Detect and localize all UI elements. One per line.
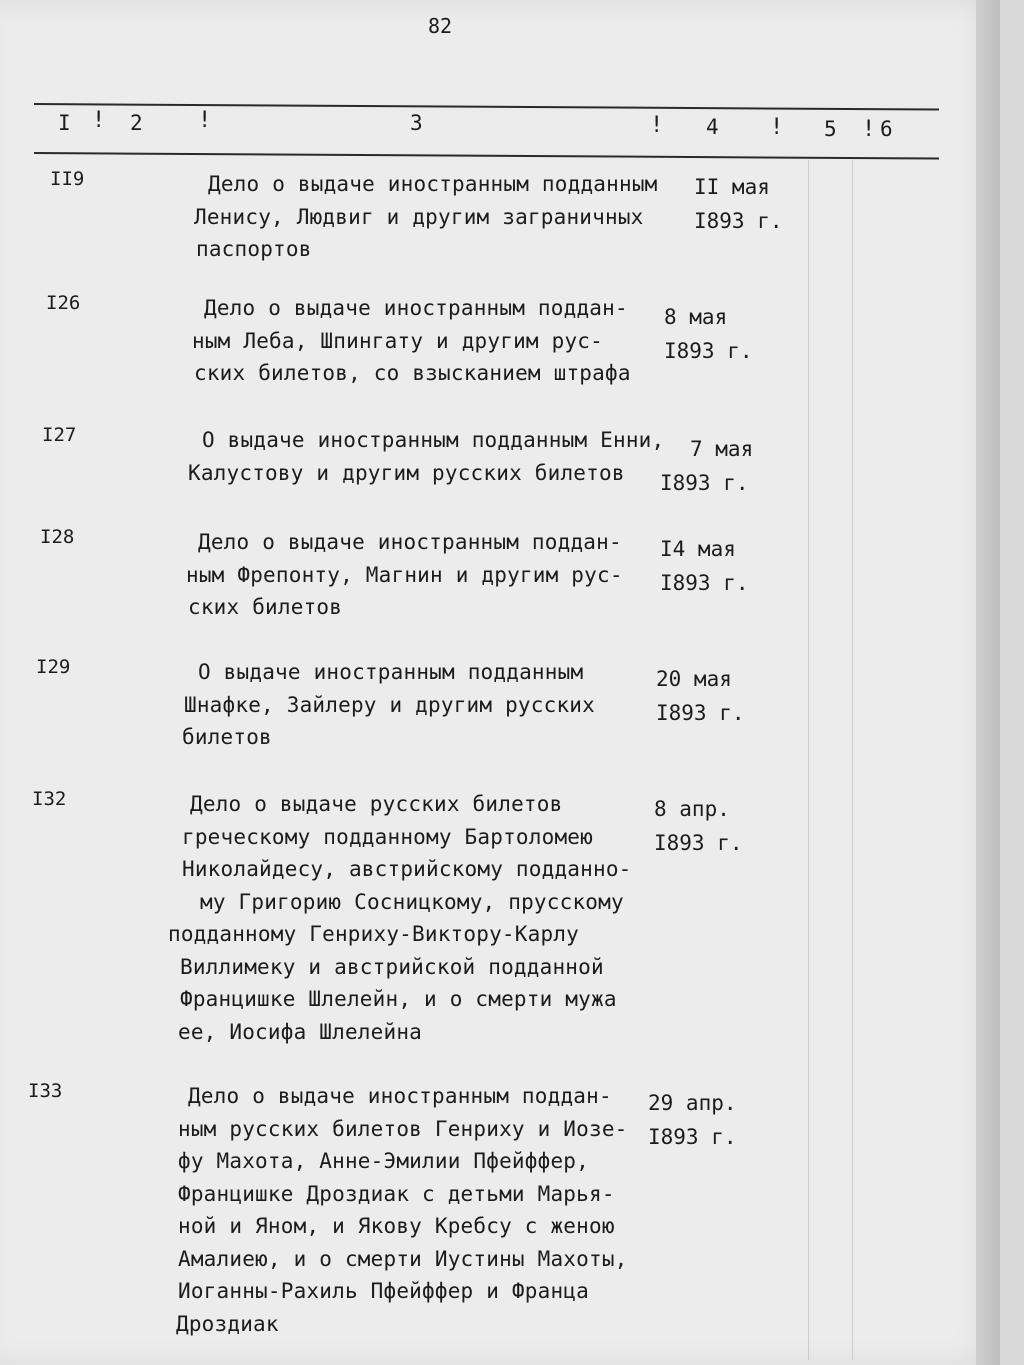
entry-description-line: ным Леба, Шпингату и другим рус- [192, 328, 603, 353]
column-rule [808, 160, 809, 1360]
page-number: 82 [428, 14, 453, 38]
entry-description-line: Францишке Шлелейн, и о смерти мужа [180, 987, 617, 1011]
header-separator: ! [650, 113, 664, 138]
entry-description-line: билетов [182, 725, 272, 749]
entry-number: I27 [42, 424, 77, 446]
header-col-1: I [58, 111, 73, 135]
entry-number: I26 [46, 292, 81, 314]
entry-description-line: Николайдесу, австрийскому подданно- [182, 857, 632, 881]
entry-description-line: О выдаче иностранным подданным [198, 660, 584, 684]
header-col-4: 4 [706, 115, 721, 139]
entry-description-line: Ленису, Людвиг и другим заграничных [194, 204, 644, 229]
entry-description-line: Дело о выдаче иностранным поддан- [204, 296, 628, 320]
entry-description-line: ной и Яном, и Якову Кребсу с женою [178, 1214, 615, 1238]
entry-description-line: О выдаче иностранным подданным Енни, [202, 428, 665, 452]
header-col-3: 3 [410, 111, 425, 135]
entry-date-line: I893 г. [664, 339, 753, 363]
header-separator: ! [770, 115, 784, 140]
entry-description-line: Калустову и другим русских билетов [188, 460, 625, 485]
entry-number: II9 [50, 168, 85, 190]
entry-date-line: 8 мая [664, 305, 728, 329]
entry-date-line: 8 апр. [654, 797, 730, 821]
entry-description-line: паспортов [196, 237, 312, 261]
entry-description-line: ным русских билетов Генриху и Иозе- [178, 1116, 628, 1141]
header-separator: ! [198, 108, 212, 133]
header-separator: ! [862, 117, 876, 142]
entry-description-line: Амалиею, и о смерти Иустины Махоты, [178, 1246, 628, 1271]
entry-description-line: Шнафке, Зайлеру и другим русских [184, 692, 595, 717]
column-rule [852, 160, 853, 1360]
entry-description-line: Иоганны-Рахиль Пфейффер и Франца [178, 1279, 589, 1303]
entry-date-line: I893 г. [660, 471, 749, 495]
entry-date-line: I4 мая [660, 537, 736, 561]
entry-description-line: ских билетов, со взысканием штрафа [194, 361, 631, 385]
entry-date-line: 29 апр. [648, 1091, 737, 1115]
entry-description-line: греческому подданному Бартоломею [182, 824, 593, 849]
entry-description-line: му Григорию Сосницкому, прусскому [200, 889, 624, 914]
entry-description-line: Виллимеку и австрийской подданной [180, 954, 604, 979]
entry-description-line: Дело о выдаче иностранным подданным [208, 172, 658, 196]
entry-description-line: ным Фрепонту, Магнин и другим рус- [186, 562, 623, 587]
header-separator: ! [92, 108, 106, 133]
header-col-2: 2 [130, 111, 145, 135]
entry-date-line: II мая [694, 175, 770, 199]
entry-description-line: Дело о выдаче иностранным поддан- [188, 1084, 612, 1108]
header-top-rule [34, 103, 939, 111]
entry-date-line: 7 мая [690, 437, 754, 461]
header-col-6: 6 [880, 117, 895, 141]
entry-number: I33 [28, 1080, 63, 1102]
header-bottom-rule [34, 152, 939, 160]
entry-number: I28 [40, 526, 75, 548]
entry-date-line: I893 г. [694, 209, 783, 233]
entry-date-line: I893 г. [654, 831, 743, 855]
header-col-5: 5 [824, 117, 839, 141]
entry-number: I29 [36, 656, 71, 678]
entry-description-line: ских билетов [188, 595, 343, 619]
entry-date-line: I893 г. [656, 701, 745, 725]
entry-date-line: I893 г. [660, 571, 749, 595]
entry-description-line: ее, Иосифа Шлелейна [178, 1019, 423, 1044]
entry-date-line: I893 г. [648, 1125, 737, 1149]
entry-description-line: Францишке Дроздиак с детьми Марья- [178, 1181, 615, 1206]
page-edge [976, 0, 1000, 1365]
entry-description-line: подданному Генриху-Виктору-Карлу [168, 922, 579, 946]
entry-description-line: Дроздиак [176, 1311, 279, 1336]
entry-description-line: фу Махота, Анне-Эмилии Пфейффер, [178, 1149, 589, 1173]
entry-date-line: 20 мая [656, 667, 732, 691]
entry-description-line: Дело о выдаче иностранным поддан- [198, 530, 622, 554]
entry-number: I32 [32, 788, 67, 810]
entry-description-line: Дело о выдаче русских билетов [190, 792, 563, 816]
